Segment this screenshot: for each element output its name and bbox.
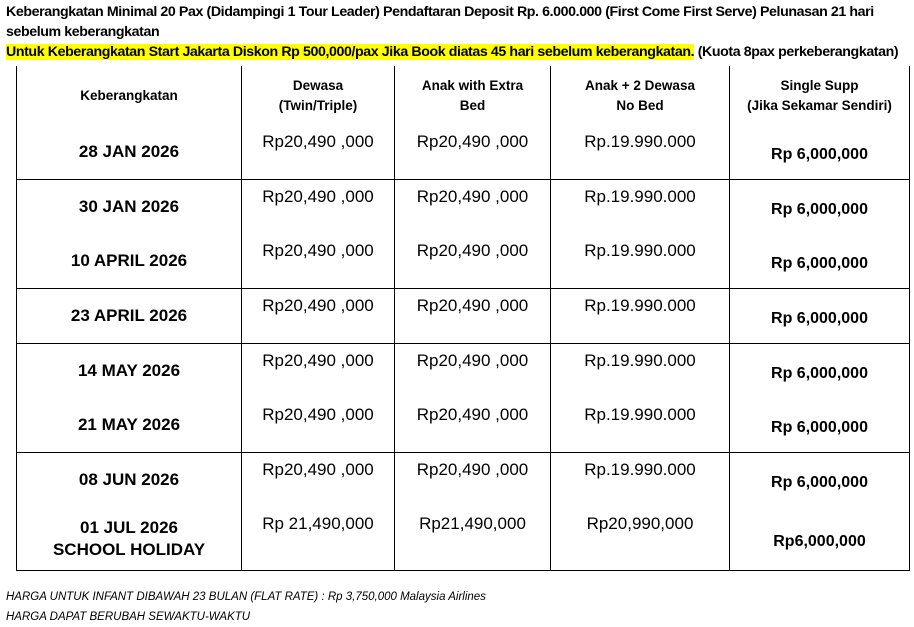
departure-date: 01 JUL 2026 SCHOOL HOLIDAY <box>17 507 242 571</box>
price-change-note: HARGA DAPAT BERUBAH SEWAKTU-WAKTU <box>6 611 251 623</box>
single-supp-price: Rp 6,000,000 <box>730 180 910 235</box>
child-no-bed-price: Rp.19.990.000 <box>551 453 730 508</box>
child-no-bed-price: Rp.19.990.000 <box>551 398 730 453</box>
adult-price: Rp20,490 ,000 <box>242 398 395 453</box>
child-no-bed-price: Rp.19.990.000 <box>551 125 730 180</box>
child-no-bed-price: Rp.19.990.000 <box>551 344 730 399</box>
child-no-bed-price: Rp.19.990.000 <box>551 234 730 289</box>
jakarta-discount-highlight: Untuk Keberangkatan Start Jakarta Diskon Rp 500,000/pax Jika Book diatas 45 hari sebelum keberangkatan. <box>6 44 695 60</box>
adult-price: Rp20,490 ,000 <box>242 180 395 235</box>
child-extra-bed-price: Rp21,490,000 <box>395 507 551 571</box>
table-row <box>17 398 910 453</box>
single-supp-price: Rp 6,000,000 <box>730 453 910 508</box>
table-row <box>17 344 910 399</box>
table-row <box>17 125 910 180</box>
table-row <box>17 289 910 344</box>
single-supp-price: Rp 6,000,000 <box>730 125 910 180</box>
child-no-bed-price: Rp.19.990.000 <box>551 289 730 344</box>
departure-date: 08 JUN 2026 <box>17 453 242 508</box>
departure-note: SCHOOL HOLIDAY <box>52 539 206 559</box>
child-extra-bed-price: Rp20,490 ,000 <box>395 180 551 235</box>
deposit-info: Keberangkatan Minimal 20 Pax (Didampingi 1 Tour Leader) Pendaftaran Deposit Rp. 6.000.000 (First Come First Serve) Pelunasan 21 hari sebelum keberangkatan <box>6 4 874 40</box>
header-departure: Keberangkatan <box>17 66 242 125</box>
child-extra-bed-price: Rp20,490 ,000 <box>395 289 551 344</box>
infant-price-note: HARGA UNTUK INFANT DIBAWAH 23 BULAN (FLAT RATE) : Rp 3,750,000 Malaysia Airlines <box>6 591 486 603</box>
departure-date: 30 JAN 2026 <box>17 180 242 235</box>
single-supp-price: Rp 6,000,000 <box>730 398 910 453</box>
child-extra-bed-price: Rp20,490 ,000 <box>395 344 551 399</box>
table-row <box>17 234 910 289</box>
single-supp-price: Rp 6,000,000 <box>730 289 910 344</box>
adult-price: Rp20,490 ,000 <box>242 453 395 508</box>
single-supp-price: Rp 6,000,000 <box>730 344 910 399</box>
header-child-extra-bed: Anak with Extra Bed <box>395 66 551 125</box>
adult-price: Rp20,490 ,000 <box>242 344 395 399</box>
table-row <box>17 180 910 235</box>
departure-date: 28 JAN 2026 <box>17 125 242 180</box>
adult-price: Rp20,490 ,000 <box>242 234 395 289</box>
adult-price: Rp20,490 ,000 <box>242 289 395 344</box>
child-extra-bed-price: Rp20,490 ,000 <box>395 453 551 508</box>
intro-text <box>6 2 911 62</box>
departure-date: 14 MAY 2026 <box>17 344 242 399</box>
child-no-bed-price: Rp.19.990.000 <box>551 180 730 235</box>
header-adult: Dewasa (Twin/Triple) <box>242 66 395 125</box>
departure-date: 21 MAY 2026 <box>17 398 242 453</box>
header-single-supp: Single Supp (Jika Sekamar Sendiri) <box>730 66 910 125</box>
child-no-bed-price: Rp20,990,000 <box>551 507 730 571</box>
price-table <box>16 66 910 571</box>
adult-price: Rp20,490 ,000 <box>242 125 395 180</box>
quota-note: (Kuota 8pax perkeberangkatan) <box>694 44 899 60</box>
child-extra-bed-price: Rp20,490 ,000 <box>395 234 551 289</box>
single-supp-price: Rp 6,000,000 <box>730 234 910 289</box>
table-row <box>17 507 910 571</box>
child-extra-bed-price: Rp20,490 ,000 <box>395 398 551 453</box>
child-extra-bed-price: Rp20,490 ,000 <box>395 125 551 180</box>
table-header-row <box>17 66 910 125</box>
table-row <box>17 453 910 508</box>
single-supp-price: Rp6,000,000 <box>730 507 910 571</box>
header-child-no-bed: Anak + 2 Dewasa No Bed <box>551 66 730 125</box>
adult-price: Rp 21,490,000 <box>242 507 395 571</box>
departure-date: 10 APRIL 2026 <box>17 234 242 289</box>
departure-date: 23 APRIL 2026 <box>17 289 242 344</box>
